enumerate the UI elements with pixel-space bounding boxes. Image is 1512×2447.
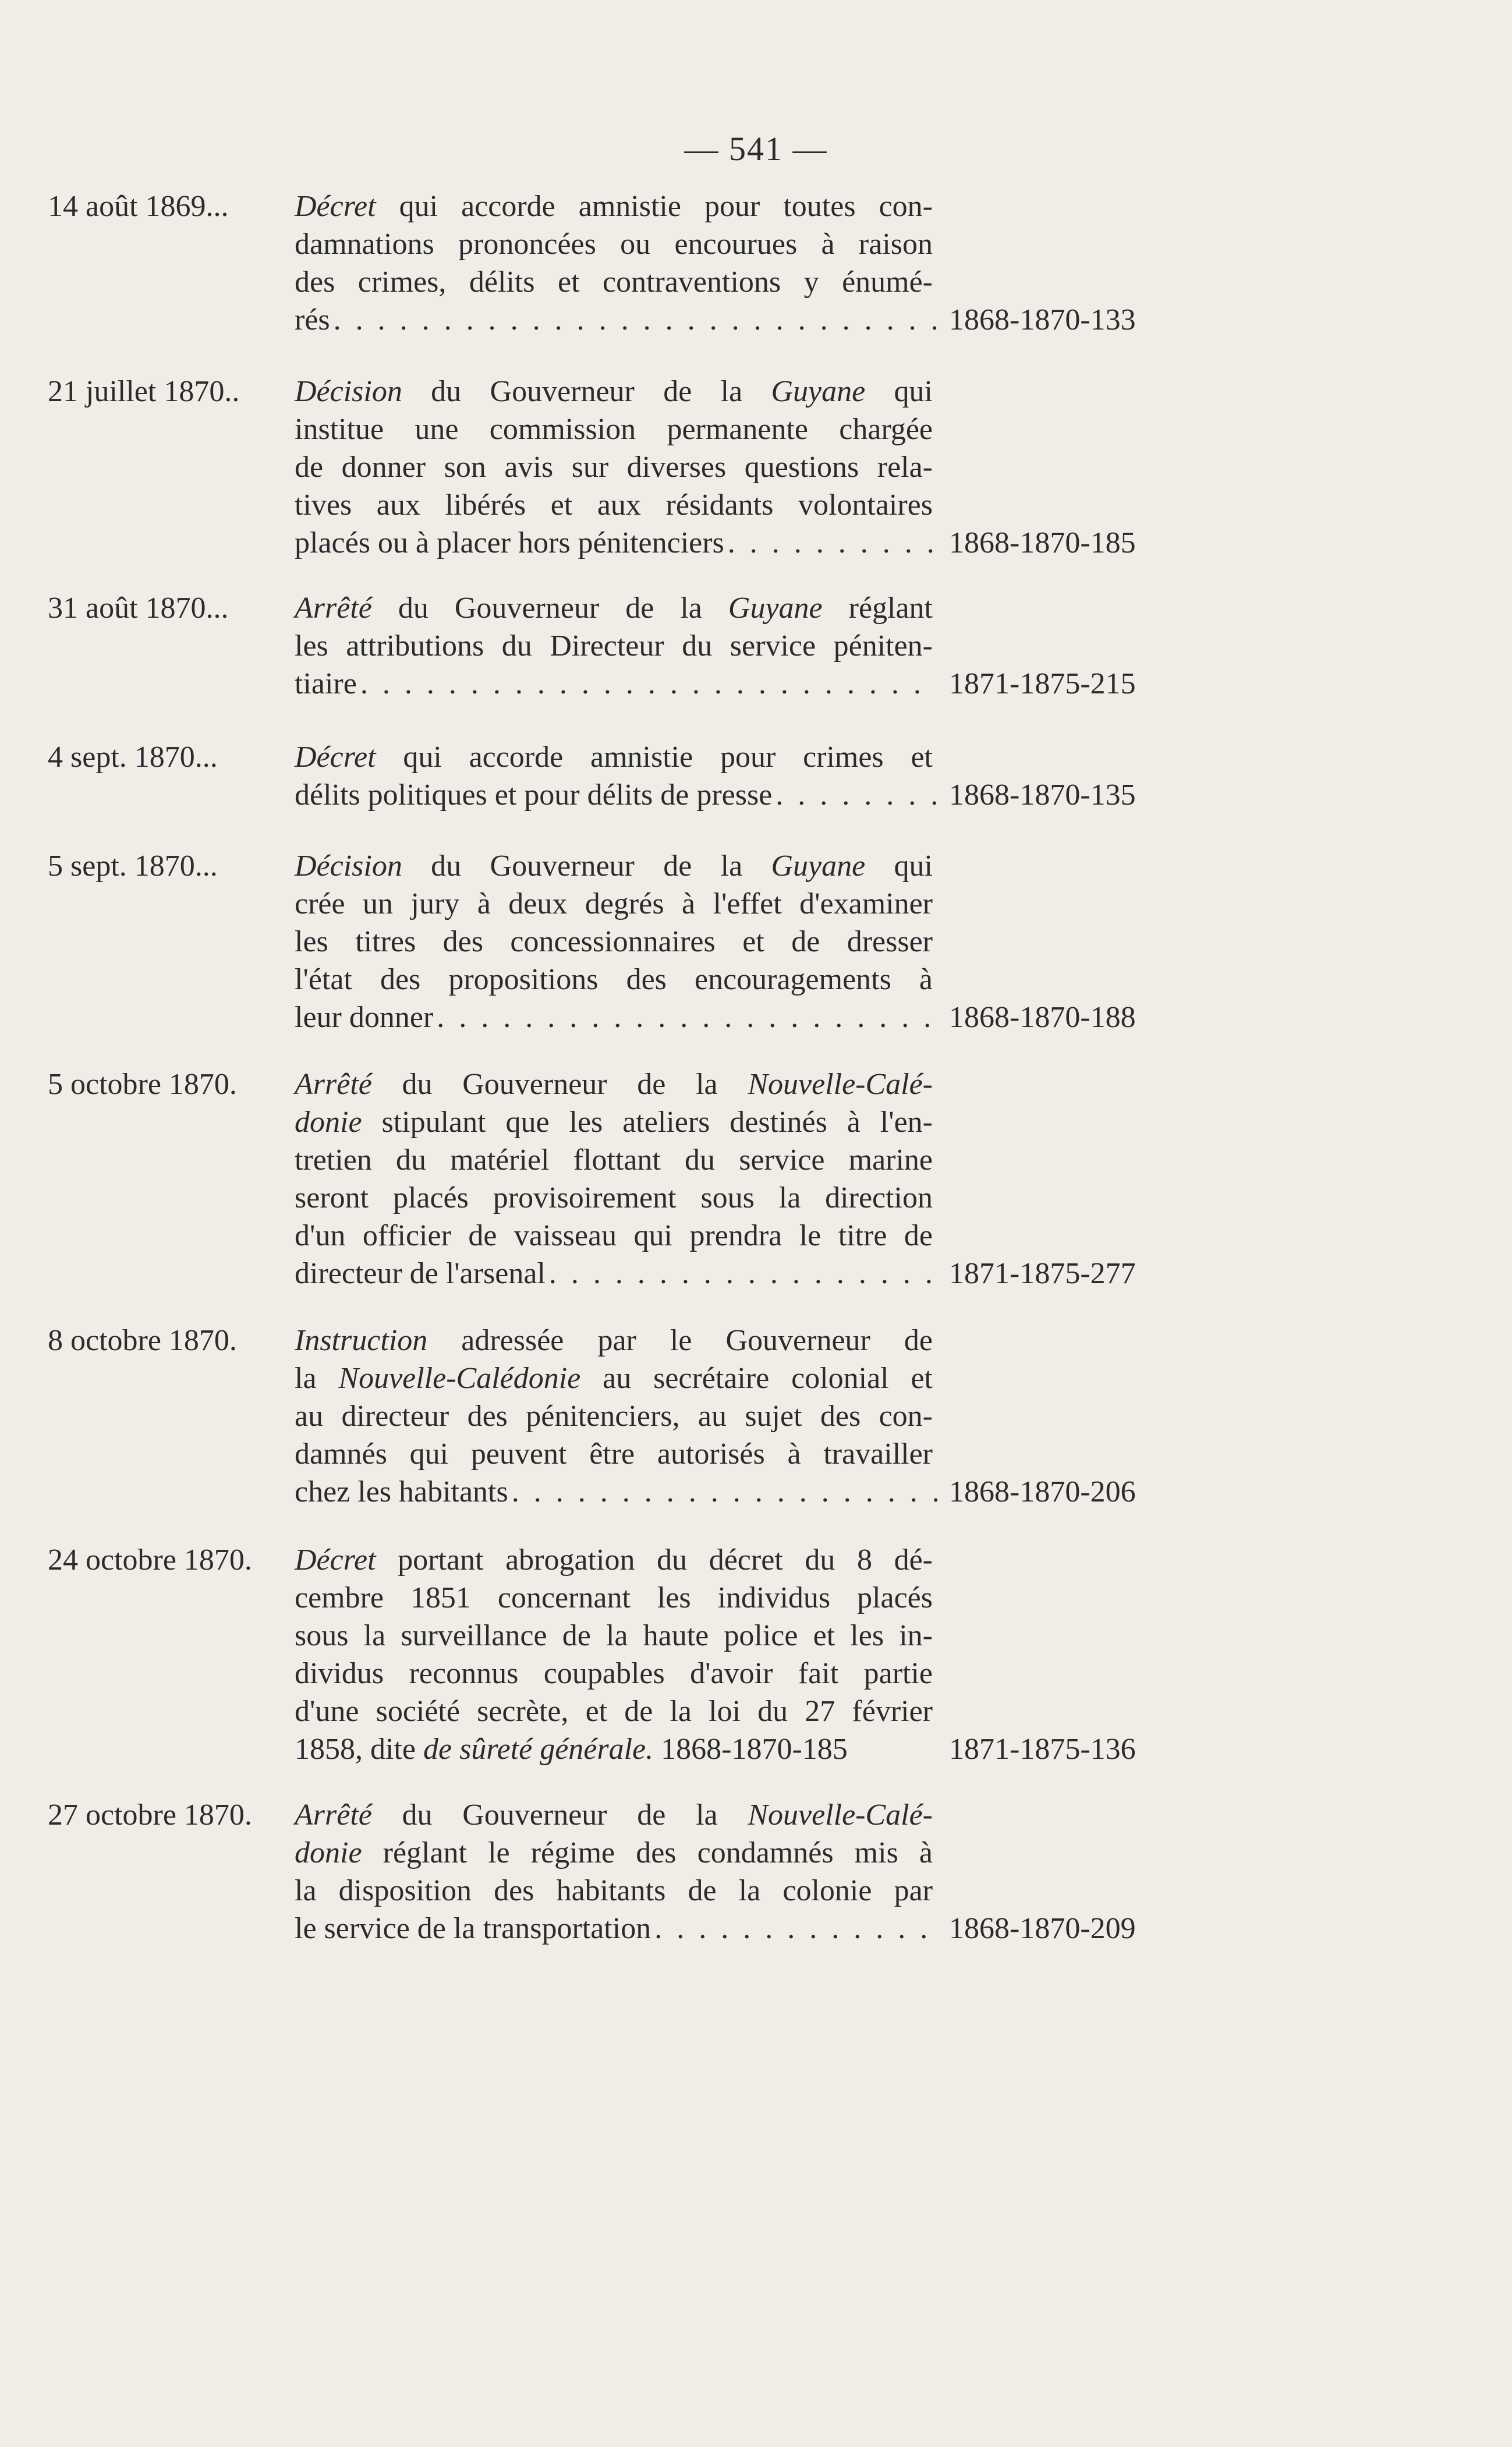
text-segment: délits politiques et pour délits de presse — [295, 778, 773, 812]
text-line — [295, 1692, 933, 1730]
text-line — [295, 589, 933, 627]
text-segment: directeur de l'arsenal — [295, 1257, 546, 1290]
text-segment: les titres des concessionnaires et de dresser — [295, 925, 933, 958]
entry-reference: 1868-1870-188 — [949, 1001, 1136, 1034]
text-line — [295, 1796, 933, 1834]
text-line — [295, 1579, 933, 1617]
entry-date: 24 octobre 1870. — [48, 1543, 252, 1577]
italic-term: Guyane — [771, 375, 866, 408]
entry-reference: 1868-1870-206 — [949, 1475, 1136, 1508]
entry-date: 8 octobre 1870. — [48, 1324, 237, 1357]
italic-term: Arrêté — [295, 1798, 372, 1832]
text-line — [295, 263, 933, 301]
text-line — [295, 410, 933, 448]
text-segment: placés ou à placer hors pénitenciers — [295, 526, 724, 559]
text-line — [295, 1065, 933, 1103]
entry-reference: 1871-1875-277 — [949, 1257, 1136, 1290]
text-segment: d'un officier de vaisseau qui prendra le titre de — [295, 1219, 933, 1252]
entry-reference: 1868-1870-209 — [949, 1912, 1136, 1945]
text-segment: 1858, dite — [295, 1733, 423, 1766]
text-segment: qui — [865, 849, 933, 883]
table-entry — [0, 1322, 1512, 1511]
entry-date: 5 octobre 1870. — [48, 1068, 237, 1101]
entry-reference: 1868-1870-135 — [949, 778, 1136, 812]
entry-date: 27 octobre 1870. — [48, 1798, 252, 1832]
text-segment: stipulant que les ateliers destinés à l'en- — [362, 1106, 933, 1139]
text-segment: au secrétaire colonial et — [580, 1362, 933, 1395]
text-line — [295, 1217, 933, 1255]
text-segment: qui accorde amnistie pour toutes con- — [376, 190, 933, 223]
text-segment: du Gouverneur de la — [371, 592, 728, 625]
italic-term: Décret — [295, 1543, 376, 1577]
dot-leader — [549, 1255, 937, 1292]
text-segment: réglant le régime des condamnés mis à — [362, 1836, 933, 1869]
dot-leader — [654, 1910, 937, 1947]
text-segment: adressée par le Gouverneur de — [427, 1324, 933, 1357]
text-segment: cembre 1851 concernant les individus placés — [295, 1581, 933, 1614]
text-line — [295, 1359, 933, 1397]
text-segment: sous la surveillance de la haute police et les in- — [295, 1619, 933, 1652]
italic-term: Nouvelle-Calédonie — [338, 1362, 581, 1395]
leader-line — [295, 524, 941, 562]
text-segment: du Gouverneur de la — [402, 849, 771, 883]
dot-leader — [728, 524, 937, 562]
italic-term: donie — [295, 1106, 362, 1139]
dot-leader — [334, 301, 937, 339]
text-segment: 1868-1870-185 — [653, 1733, 848, 1766]
italic-term: Instruction — [295, 1324, 428, 1357]
text-segment: chez les habitants — [295, 1475, 508, 1508]
entry-reference: 1871-1875-215 — [949, 667, 1136, 700]
text-segment: qui accorde amnistie pour crimes et — [376, 741, 933, 774]
italic-term: Guyane — [728, 592, 823, 625]
entry-reference: 1868-1870-185 — [949, 526, 1136, 559]
entry-date: 21 juillet 1870.. — [48, 375, 240, 408]
text-line — [295, 923, 933, 961]
text-line — [295, 373, 933, 410]
italic-term: Décision — [295, 375, 402, 408]
entry-date: 31 août 1870... — [48, 592, 229, 625]
text-segment: le service de la transportation — [295, 1912, 651, 1945]
text-segment: leur donner — [295, 1001, 434, 1034]
text-segment: qui — [865, 375, 933, 408]
italic-term: Arrêté — [295, 1068, 372, 1101]
table-entry — [0, 589, 1512, 703]
text-line — [295, 187, 933, 225]
leader-line — [295, 776, 941, 814]
text-segment: la disposition des habitants de la colonie par — [295, 1874, 933, 1907]
dot-leader — [360, 665, 937, 703]
text-line — [295, 738, 933, 776]
text-segment: damnations prononcées ou encourues à raison — [295, 228, 933, 261]
text-segment: rés — [295, 303, 330, 337]
leader-line — [295, 1473, 941, 1511]
text-segment: tiaire — [295, 667, 357, 700]
text-line — [295, 1834, 933, 1872]
text-line — [295, 847, 933, 885]
italic-term: Nouvelle-Calé- — [748, 1068, 933, 1101]
text-segment: portant abrogation du décret du 8 dé- — [376, 1543, 933, 1577]
last-line-text — [295, 1730, 848, 1768]
leader-line — [295, 1910, 941, 1947]
italic-term: donie — [295, 1836, 362, 1869]
text-segment: tretien du matériel flottant du service marine — [295, 1143, 933, 1177]
italic-term: Nouvelle-Calé- — [748, 1798, 933, 1832]
text-line — [295, 1397, 933, 1435]
text-line — [295, 1322, 933, 1359]
italic-term: Décret — [295, 190, 376, 223]
leader-line — [295, 1730, 941, 1768]
text-segment: crée un jury à deux degrés à l'effet d'examiner — [295, 887, 933, 920]
text-line — [295, 486, 933, 524]
text-segment: du Gouverneur de la — [371, 1798, 748, 1832]
table-entry — [0, 1796, 1512, 1947]
italic-term: Arrêté — [295, 592, 372, 625]
text-line — [295, 225, 933, 263]
text-segment: des crimes, délits et contraventions y énumé- — [295, 265, 933, 299]
text-line — [295, 1655, 933, 1692]
text-line — [295, 1435, 933, 1473]
text-segment: de donner son avis sur diverses questions rela- — [295, 451, 933, 484]
italic-term: Guyane — [771, 849, 866, 883]
table-entry — [0, 187, 1512, 339]
italic-term: Décret — [295, 741, 376, 774]
leader-line — [295, 301, 941, 339]
text-segment: d'une société secrète, et de la loi du 27 février — [295, 1695, 933, 1728]
text-segment: dividus reconnus coupables d'avoir fait partie — [295, 1657, 933, 1690]
entry-reference: 1871-1875-136 — [949, 1733, 1136, 1766]
text-line — [295, 1541, 933, 1579]
text-line — [295, 1141, 933, 1179]
table-entry — [0, 1541, 1512, 1768]
entry-date: 14 août 1869... — [48, 190, 229, 223]
text-segment: tives aux libérés et aux résidants volontaires — [295, 488, 933, 522]
entry-date: 4 sept. 1870... — [48, 741, 218, 774]
text-line — [295, 627, 933, 665]
table-entry — [0, 373, 1512, 562]
table-entry — [0, 1065, 1512, 1292]
text-line — [295, 448, 933, 486]
table-entry — [0, 847, 1512, 1036]
entry-reference: 1868-1870-133 — [949, 303, 1136, 337]
page-number: — 541 — — [684, 130, 828, 168]
text-segment: damnés qui peuvent être autorisés à travailler — [295, 1437, 933, 1471]
text-segment: la — [295, 1362, 339, 1395]
text-line — [295, 1617, 933, 1655]
text-segment: institue une commission permanente chargée — [295, 413, 933, 446]
dot-leader — [437, 998, 937, 1036]
text-segment: seront placés provisoirement sous la direction — [295, 1181, 933, 1214]
italic-term: Décision — [295, 849, 402, 883]
text-line — [295, 1872, 933, 1910]
italic-term: de sûreté générale. — [423, 1733, 654, 1766]
text-line — [295, 1103, 933, 1141]
leader-line — [295, 1255, 941, 1292]
text-segment: réglant — [822, 592, 933, 625]
dot-leader — [512, 1473, 937, 1511]
text-line — [295, 885, 933, 923]
text-segment: les attributions du Directeur du service péniten- — [295, 629, 933, 663]
table-entry — [0, 738, 1512, 814]
leader-line — [295, 665, 941, 703]
text-line — [295, 961, 933, 998]
text-segment: du Gouverneur de la — [371, 1068, 748, 1101]
dot-leader — [776, 776, 937, 814]
text-segment: l'état des propositions des encouragements à — [295, 963, 933, 996]
text-line — [295, 1179, 933, 1217]
entry-date: 5 sept. 1870... — [48, 849, 218, 883]
leader-line — [295, 998, 941, 1036]
text-segment: au directeur des pénitenciers, au sujet des con- — [295, 1400, 933, 1433]
text-segment: du Gouverneur de la — [402, 375, 771, 408]
